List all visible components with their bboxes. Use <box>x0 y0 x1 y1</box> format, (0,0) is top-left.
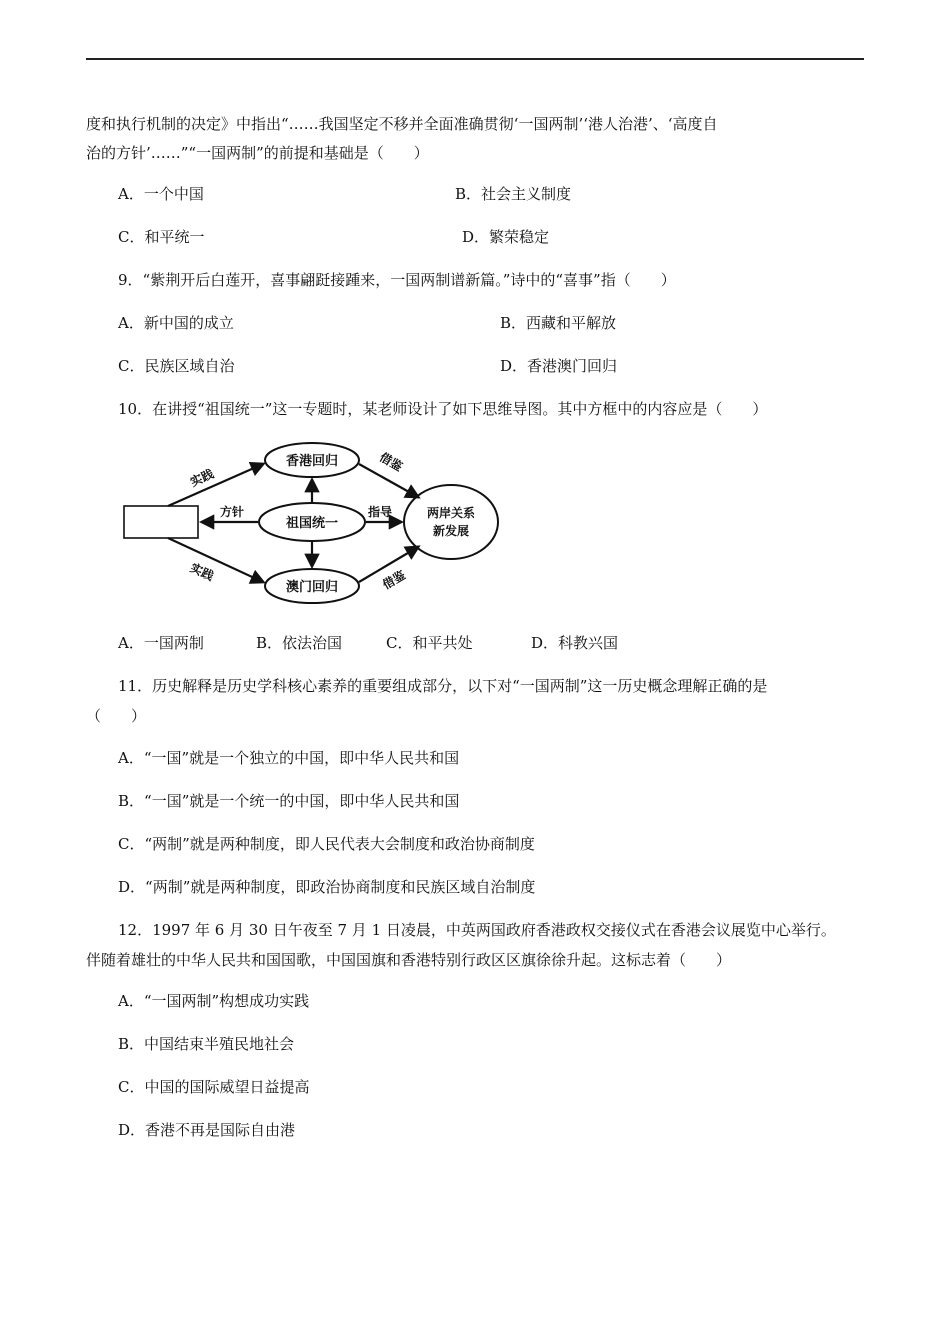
q9-stem: 9．“紫荆开后白莲开，喜事翩跹接踵来，一国两制谱新篇。”诗中的“喜事”指（ ） <box>118 271 676 289</box>
node-center-label: 祖国统一 <box>285 516 339 531</box>
q9-option-d[interactable]: D．香港澳门回归 <box>500 357 618 375</box>
arrow-ref-top <box>359 464 418 497</box>
q11-stem-line1: 11．历史解释是历史学科核心素养的重要组成部分，以下对“一国两制”这一历史概念理解正确的是 <box>118 677 768 695</box>
q12-option-b[interactable]: B．中国结束半殖民地社会 <box>118 1035 295 1053</box>
label-practice-bottom: 实践 <box>188 560 216 584</box>
label-ref-top: 借鉴 <box>377 449 405 475</box>
q9-option-c[interactable]: C．民族区域自治 <box>118 357 235 375</box>
q9-option-b[interactable]: B．西藏和平解放 <box>500 314 617 332</box>
q12-stem-line2: 伴随着雄壮的中华人民共和国国歌，中国国旗和香港特别行政区区旗徐徐升起。这标志着（ ） <box>86 951 732 969</box>
answer-box <box>124 506 198 538</box>
q12-stem-line1: 12．1997 年 6 月 30 日午夜至 7 月 1 日凌晨，中英两国政府香港政权交接仪式在香港会议展览中心举行。 <box>118 921 836 939</box>
q9-option-a[interactable]: A．新中国的成立 <box>118 314 234 332</box>
header-rule <box>86 58 864 60</box>
q11-option-d[interactable]: D．“两制”就是两种制度，即政治协商制度和民族区域自治制度 <box>118 878 536 896</box>
q8-option-b[interactable]: B．社会主义制度 <box>455 185 572 203</box>
q8-option-c[interactable]: C．和平统一 <box>118 228 205 246</box>
q12-option-d[interactable]: D．香港不再是国际自由港 <box>118 1121 296 1139</box>
label-guide: 指导 <box>367 505 393 519</box>
q11-option-a[interactable]: A．“一国”就是一个独立的中国，即中华人民共和国 <box>118 749 460 767</box>
q10-option-d[interactable]: D．科教兴国 <box>531 634 619 652</box>
q11-stem-line2: （ ） <box>86 707 147 725</box>
q8-option-a[interactable]: A．一个中国 <box>118 185 204 203</box>
arrow-practice-top <box>168 464 263 506</box>
q8-stem-line1: 度和执行机制的决定》中指出“……我国坚定不移并全面准确贯彻‘一国两制’‘港人治港’、‘高度自 <box>86 115 718 133</box>
label-ref-bottom: 借鉴 <box>380 567 408 593</box>
node-cross-strait-line2: 新发展 <box>432 524 470 538</box>
node-cross-strait-line1: 两岸关系 <box>426 506 476 520</box>
label-policy: 方针 <box>219 505 245 519</box>
node-macau-label: 澳门回归 <box>285 580 339 595</box>
q10-option-c[interactable]: C．和平共处 <box>386 634 473 652</box>
q8-option-d[interactable]: D．繁荣稳定 <box>462 228 550 246</box>
label-practice-top: 实践 <box>188 466 216 490</box>
node-hongkong-label: 香港回归 <box>285 454 339 469</box>
q12-option-a[interactable]: A．“一国两制”构想成功实践 <box>118 992 310 1010</box>
q11-option-b[interactable]: B．“一国”就是一个统一的中国，即中华人民共和国 <box>118 792 460 810</box>
q12-option-c[interactable]: C．中国的国际威望日益提高 <box>118 1078 310 1096</box>
q11-option-c[interactable]: C．“两制”就是两种制度，即人民代表大会制度和政治协商制度 <box>118 835 535 853</box>
mind-map-diagram <box>118 436 508 612</box>
q10-option-a[interactable]: A．一国两制 <box>118 634 204 652</box>
arrow-practice-bottom <box>168 538 263 582</box>
q8-stem-line2: 治的方针’……”“一国两制”的前提和基础是（ ） <box>86 144 429 162</box>
q10-stem: 10．在讲授“祖国统一”这一专题时，某老师设计了如下思维导图。其中方框中的内容应是（ ） <box>118 400 768 418</box>
q10-option-b[interactable]: B．依法治国 <box>256 634 343 652</box>
